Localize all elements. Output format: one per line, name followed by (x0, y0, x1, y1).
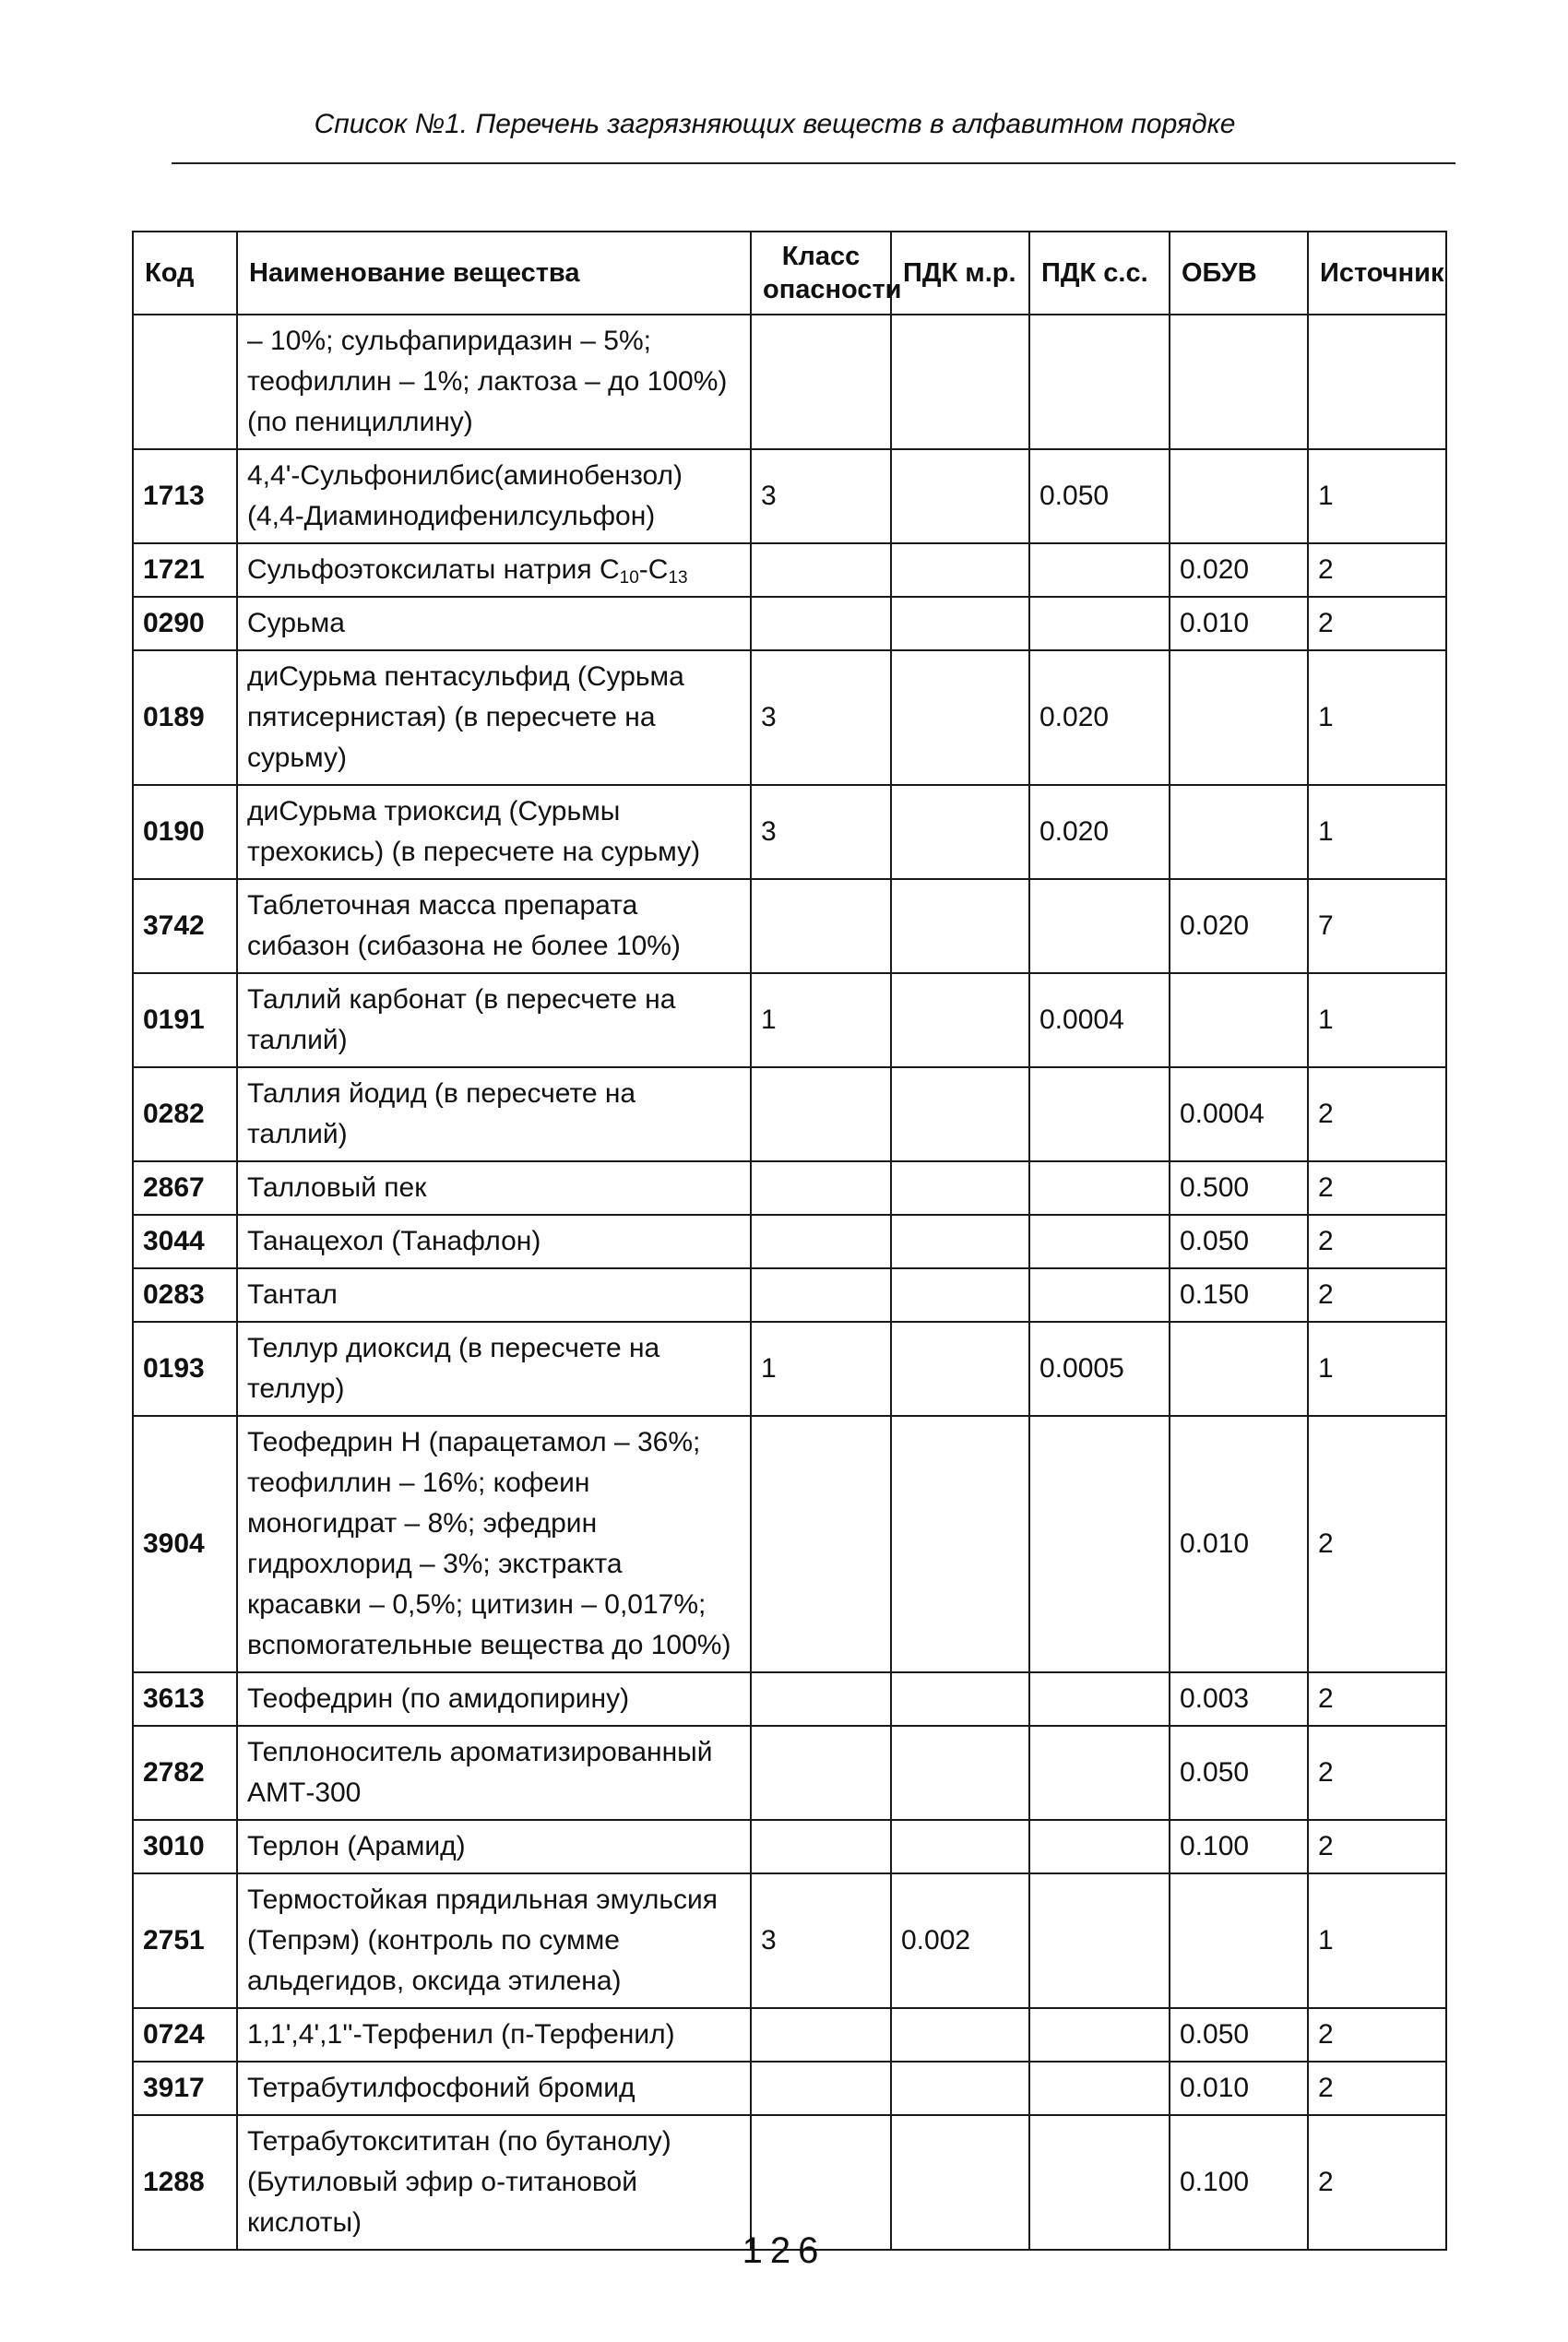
cell-obuv (1170, 973, 1308, 1067)
name-text: -C (638, 554, 669, 585)
cell-pdk-ss (1029, 879, 1170, 973)
table-row (133, 1067, 1446, 1161)
table-row (133, 1215, 1446, 1268)
cell-source: 2 (1308, 1215, 1446, 1268)
cell-source: 1 (1308, 1322, 1446, 1416)
cell-pdk-ss (1029, 1215, 1170, 1268)
cell-name: Тантал (237, 1268, 751, 1322)
cell-hazard (751, 1726, 891, 1820)
cell-name: Таблеточная масса препарата сибазон (сибазона не более 10%) (237, 879, 751, 973)
cell-source: 2 (1308, 1672, 1446, 1726)
cell-pdk-ss (1029, 2008, 1170, 2062)
cell-obuv (1170, 1873, 1308, 2008)
cell-pdk-mr (891, 650, 1029, 785)
cell-obuv (1170, 449, 1308, 543)
cell-hazard (751, 1820, 891, 1873)
cell-name: Тетрабутоксититан (по бутанолу) (Бутиловый эфир о-титановой кислоты) (237, 2115, 751, 2250)
cell-pdk-ss: 0.050 (1029, 449, 1170, 543)
table-row (133, 1672, 1446, 1726)
cell-name: Тетрабутилфосфоний бромид (237, 2062, 751, 2115)
cell-hazard (751, 879, 891, 973)
cell-obuv (1170, 650, 1308, 785)
cell-pdk-mr (891, 449, 1029, 543)
name-text: Сульфоэтоксилаты натрия (247, 554, 592, 585)
table-row (133, 785, 1446, 879)
cell-source: 7 (1308, 879, 1446, 973)
cell-code: 2782 (133, 1726, 237, 1820)
cell-hazard: 3 (751, 1873, 891, 2008)
cell-name: Теофедрин (по амидопирину) (237, 1672, 751, 1726)
cell-code (133, 315, 237, 449)
cell-pdk-ss: 0.020 (1029, 650, 1170, 785)
cell-pdk-ss (1029, 1268, 1170, 1322)
substances-table (132, 231, 1447, 2251)
cell-pdk-mr (891, 1067, 1029, 1161)
cell-pdk-ss (1029, 1820, 1170, 1873)
cell-hazard: 1 (751, 1322, 891, 1416)
cell-pdk-mr (891, 1322, 1029, 1416)
table-row (133, 2008, 1446, 2062)
cell-code: 0193 (133, 1322, 237, 1416)
cell-hazard (751, 1161, 891, 1215)
col-header-pdk-ss: ПДК с.с. (1029, 232, 1170, 315)
cell-pdk-ss (1029, 597, 1170, 650)
cell-pdk-ss: 0.0004 (1029, 973, 1170, 1067)
cell-pdk-ss (1029, 1067, 1170, 1161)
col-header-name: Наименование вещества (237, 232, 751, 315)
cell-obuv: 0.020 (1170, 879, 1308, 973)
cell-source: 2 (1308, 1268, 1446, 1322)
table-header-row (133, 232, 1446, 315)
cell-name: – 10%; сульфапиридазин – 5%; теофиллин – 1%; лактоза – до 100%) (по пенициллину) (237, 315, 751, 449)
table-row (133, 597, 1446, 650)
cell-hazard: 3 (751, 785, 891, 879)
cell-code: 3742 (133, 879, 237, 973)
cell-name: Талловый пек (237, 1161, 751, 1215)
cell-pdk-mr (891, 785, 1029, 879)
cell-name: Теллур диоксид (в пересчете на теллур) (237, 1322, 751, 1416)
cell-pdk-mr (891, 1215, 1029, 1268)
cell-obuv: 0.100 (1170, 1820, 1308, 1873)
cell-obuv (1170, 1322, 1308, 1416)
cell-source: 2 (1308, 2008, 1446, 2062)
cell-code: 0190 (133, 785, 237, 879)
cell-name: Сульфоэтоксилаты натрия $C_{10}-C_{13}$ (237, 543, 751, 597)
cell-pdk-mr (891, 597, 1029, 650)
table-row (133, 1161, 1446, 1215)
cell-pdk-ss (1029, 1726, 1170, 1820)
cell-pdk-mr (891, 1672, 1029, 1726)
name-subscript: 13 (668, 568, 688, 588)
cell-name: 1,1',4',1''-Терфенил (п-Терфенил) (237, 2008, 751, 2062)
cell-name: 4,4'-Сульфонилбис(аминобензол) (4,4-Диаминодифенилсульфон) (237, 449, 751, 543)
table-row (133, 449, 1446, 543)
header-rule (172, 162, 1455, 164)
cell-obuv: 0.010 (1170, 2062, 1308, 2115)
cell-hazard (751, 1067, 891, 1161)
cell-code: 2867 (133, 1161, 237, 1215)
cell-hazard (751, 1215, 891, 1268)
cell-name: Терлон (Арамид) (237, 1820, 751, 1873)
cell-hazard: 3 (751, 650, 891, 785)
table-row (133, 973, 1446, 1067)
cell-source: 2 (1308, 1726, 1446, 1820)
cell-obuv: 0.020 (1170, 543, 1308, 597)
table-body (133, 315, 1446, 2250)
cell-name: Теплоноситель ароматизированный АМТ-300 (237, 1726, 751, 1820)
cell-source: 2 (1308, 2062, 1446, 2115)
cell-pdk-mr (891, 2062, 1029, 2115)
cell-hazard (751, 315, 891, 449)
cell-hazard: 3 (751, 449, 891, 543)
cell-pdk-ss (1029, 2062, 1170, 2115)
cell-obuv: 0.100 (1170, 2115, 1308, 2250)
cell-source: 2 (1308, 1161, 1446, 1215)
cell-name: Таллий карбонат (в пересчете на таллий) (237, 973, 751, 1067)
cell-code: 1721 (133, 543, 237, 597)
cell-code: 0290 (133, 597, 237, 650)
cell-pdk-mr: 0.002 (891, 1873, 1029, 2008)
cell-source: 1 (1308, 650, 1446, 785)
cell-source: 1 (1308, 1873, 1446, 2008)
cell-pdk-ss (1029, 1873, 1170, 2008)
cell-code: 0189 (133, 650, 237, 785)
col-header-source: Источник (1308, 232, 1446, 315)
cell-obuv: 0.150 (1170, 1268, 1308, 1322)
cell-source (1308, 315, 1446, 449)
cell-code: 1713 (133, 449, 237, 543)
col-header-code: Код (133, 232, 237, 315)
cell-pdk-ss (1029, 543, 1170, 597)
col-header-pdk-mr: ПДК м.р. (891, 232, 1029, 315)
cell-obuv (1170, 315, 1308, 449)
cell-obuv: 0.050 (1170, 2008, 1308, 2062)
cell-source: 1 (1308, 973, 1446, 1067)
cell-code: 1288 (133, 2115, 237, 2250)
table-row (133, 543, 1446, 597)
table-row (133, 1268, 1446, 1322)
cell-obuv: 0.010 (1170, 1416, 1308, 1672)
col-header-obuv: ОБУВ (1170, 232, 1308, 315)
cell-hazard (751, 1416, 891, 1672)
cell-obuv: 0.500 (1170, 1161, 1308, 1215)
page-header: Список №1. Перечень загрязняющих веществ в алфавитном порядке (314, 109, 1236, 139)
cell-hazard: 1 (751, 973, 891, 1067)
cell-code: 3917 (133, 2062, 237, 2115)
cell-code: 3904 (133, 1416, 237, 1672)
cell-pdk-ss: 0.0005 (1029, 1322, 1170, 1416)
cell-name: диСурьма триоксид (Сурьмы трехокись) (в пересчете на сурьму) (237, 785, 751, 879)
cell-code: 0191 (133, 973, 237, 1067)
table-row (133, 650, 1446, 785)
cell-name: Теофедрин Н (парацетамол – 36%; теофиллин – 16%; кофеин моногидрат – 8%; эфедрин гидрохлорид – 3%; экстракта красавки – 0,5%; цитизин – 0,017%; вспомогательные вещества до 100%) (237, 1416, 751, 1672)
cell-source: 2 (1308, 2115, 1446, 2250)
table-row (133, 1322, 1446, 1416)
cell-name: диСурьма пентасульфид (Сурьма пятисернистая) (в пересчете на сурьму) (237, 650, 751, 785)
cell-hazard (751, 1672, 891, 1726)
cell-pdk-mr (891, 1820, 1029, 1873)
cell-pdk-ss (1029, 1416, 1170, 1672)
cell-name: Термостойкая прядильная эмульсия (Тепрэм) (контроль по сумме альдегидов, оксида этилена) (237, 1873, 751, 2008)
cell-source: 2 (1308, 1416, 1446, 1672)
cell-pdk-ss (1029, 315, 1170, 449)
page-number: 126 (742, 2230, 826, 2271)
table-row (133, 1820, 1446, 1873)
cell-source: 2 (1308, 597, 1446, 650)
table-row (133, 1873, 1446, 2008)
cell-pdk-mr (891, 1726, 1029, 1820)
col-header-hazard: Класс опасности (751, 232, 891, 315)
cell-hazard (751, 543, 891, 597)
cell-name: Танацехол (Танафлон) (237, 1215, 751, 1268)
cell-pdk-mr (891, 1416, 1029, 1672)
cell-code: 3044 (133, 1215, 237, 1268)
table-row (133, 2062, 1446, 2115)
cell-source: 2 (1308, 1067, 1446, 1161)
cell-source: 2 (1308, 543, 1446, 597)
cell-code: 3010 (133, 1820, 237, 1873)
cell-source: 1 (1308, 449, 1446, 543)
cell-pdk-mr (891, 1161, 1029, 1215)
cell-hazard (751, 597, 891, 650)
cell-obuv (1170, 785, 1308, 879)
cell-hazard (751, 2062, 891, 2115)
table-row (133, 315, 1446, 449)
table-row (133, 1416, 1446, 1672)
cell-source: 1 (1308, 785, 1446, 879)
cell-code: 2751 (133, 1873, 237, 2008)
cell-obuv: 0.050 (1170, 1215, 1308, 1268)
cell-obuv: 0.0004 (1170, 1067, 1308, 1161)
cell-code: 0282 (133, 1067, 237, 1161)
cell-obuv: 0.003 (1170, 1672, 1308, 1726)
table-row (133, 879, 1446, 973)
cell-pdk-mr (891, 879, 1029, 973)
cell-code: 0283 (133, 1268, 237, 1322)
cell-pdk-mr (891, 973, 1029, 1067)
cell-pdk-mr (891, 1268, 1029, 1322)
cell-name: Таллия йодид (в пересчете на таллий) (237, 1067, 751, 1161)
name-subscript: 10 (619, 568, 639, 588)
cell-pdk-mr (891, 315, 1029, 449)
cell-pdk-ss: 0.020 (1029, 785, 1170, 879)
cell-pdk-ss (1029, 1672, 1170, 1726)
cell-source: 2 (1308, 1820, 1446, 1873)
cell-code: 0724 (133, 2008, 237, 2062)
cell-hazard (751, 1268, 891, 1322)
cell-obuv: 0.050 (1170, 1726, 1308, 1820)
cell-hazard (751, 2008, 891, 2062)
cell-obuv: 0.010 (1170, 597, 1308, 650)
cell-pdk-mr (891, 543, 1029, 597)
cell-name: Сурьма (237, 597, 751, 650)
cell-pdk-mr (891, 2008, 1029, 2062)
cell-code: 3613 (133, 1672, 237, 1726)
cell-pdk-ss (1029, 1161, 1170, 1215)
table-row (133, 1726, 1446, 1820)
